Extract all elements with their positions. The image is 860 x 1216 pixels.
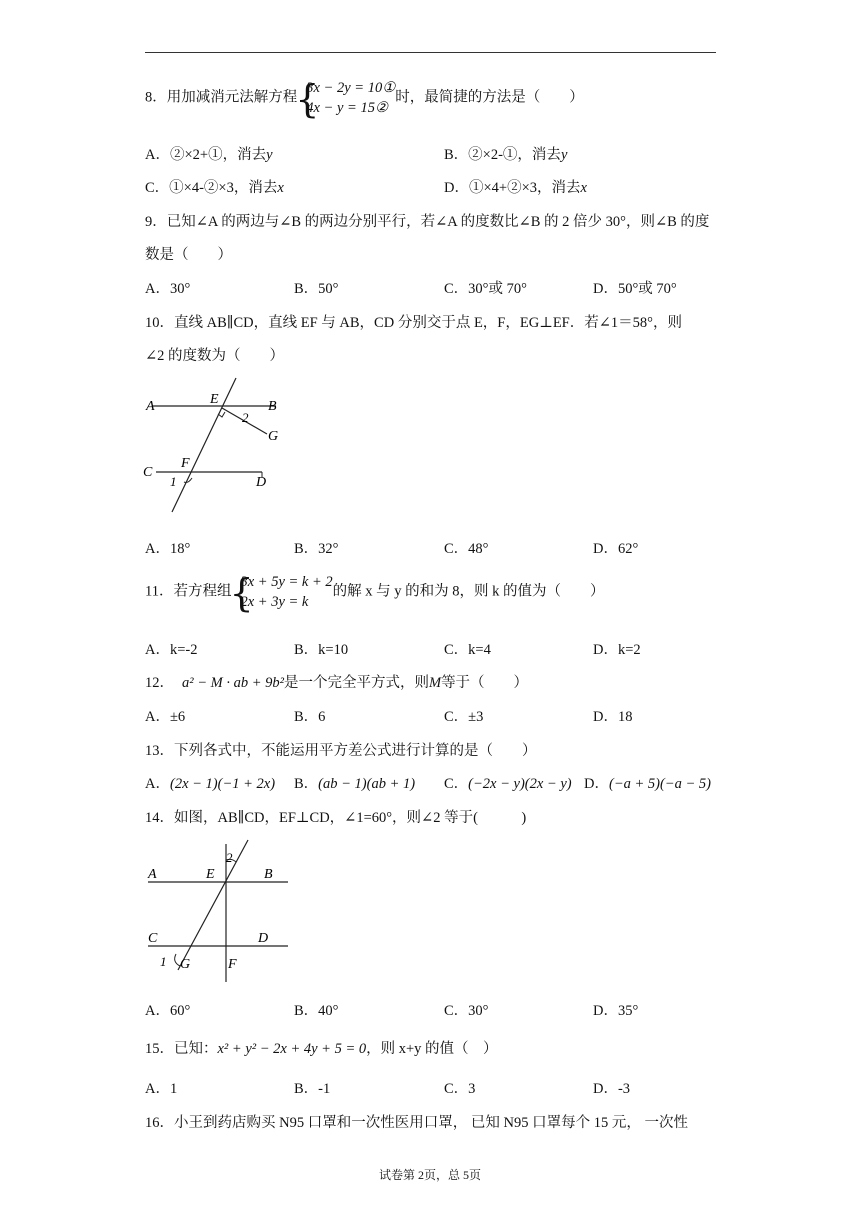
q11-stem-before: 11．若方程组 xyxy=(145,583,232,600)
q14-label-c: C xyxy=(148,931,158,946)
q10-option-b: B．32° xyxy=(294,541,339,557)
question-14-stem: 14．如图，AB∥CD，EF⊥CD，∠1=60°，则∠2 等于( ) xyxy=(145,810,527,826)
question-16-stem: 16．小王到药店购买 N95 口罩和一次性医用口罩， 已知 N95 口罩每个 15 元， 一次性 xyxy=(145,1115,688,1131)
question-10-line2: ∠2 的度数为（ ） xyxy=(145,348,285,364)
q9-option-c: C．30°或 70° xyxy=(444,281,527,297)
q8-option-d: D．①×4+②×3，消去x xyxy=(444,180,587,196)
q14-label-d: D xyxy=(258,931,269,946)
q14-label-a: A xyxy=(148,867,157,882)
q11-option-d: D．k=2 xyxy=(593,642,641,658)
q8-eq1: { 3x − 2y = 10① xyxy=(306,80,396,96)
q14-label-1: 1 xyxy=(160,954,167,969)
q10-option-a: A．18° xyxy=(145,541,191,557)
q9-option-b: B．50° xyxy=(294,281,339,297)
q14-label-e: E xyxy=(206,867,215,882)
q10-label-a: A xyxy=(146,399,155,414)
q12-option-a: A．±6 xyxy=(145,709,186,725)
q15-option-a: A．1 xyxy=(145,1081,178,1097)
q13-option-b: B．(ab − 1)(ab + 1) xyxy=(294,776,416,792)
question-13-stem: 13．下列各式中，不能运用平方差公式进行计算的是（ ） xyxy=(145,743,537,759)
q10-label-b: B xyxy=(268,399,277,414)
q10-option-c: C．48° xyxy=(444,541,489,557)
q8-option-a: A．②×2+①，消去y xyxy=(145,147,273,163)
q10-label-2: 2 xyxy=(242,410,249,425)
page-footer: 试卷第 2页，总 5页 xyxy=(378,1168,481,1182)
q12-option-d: D．18 xyxy=(593,709,633,725)
q11-equation-system xyxy=(231,572,332,612)
q8-stem-before: 8．用加减消元法解方程 xyxy=(145,89,298,106)
q8-option-c: C．①×4-②×3，消去x xyxy=(145,180,284,196)
q15-expression: x² + y² − 2x + 4y + 5 = 0 xyxy=(217,1041,367,1057)
question-11-stem xyxy=(145,572,605,612)
question-10-line1: 10．直线 AB∥CD，直线 EF 与 AB，CD 分别交于点 E，F，EG⊥EF．若∠1＝58°，则 xyxy=(145,315,682,331)
q15-option-c: C．3 xyxy=(444,1081,476,1097)
question-15-stem: 15．已知：x² + y² − 2x + 4y + 5 = 0，则 x+y 的值（ ） xyxy=(145,1041,498,1057)
q14-option-a: A．60° xyxy=(145,1003,191,1019)
q11-eq2: 2x + 3y = k xyxy=(240,594,309,610)
q14-label-b: B xyxy=(264,867,273,882)
q13-option-a: A．(2x − 1)(−1 + 2x) xyxy=(145,776,276,792)
q10-label-d: D xyxy=(256,475,267,490)
q14-option-d: D．35° xyxy=(593,1003,639,1019)
q15-option-b: B．-1 xyxy=(294,1081,331,1097)
q12-option-c: C．±3 xyxy=(444,709,484,725)
q14-label-g: G xyxy=(180,957,191,972)
q14-option-b: B．40° xyxy=(294,1003,339,1019)
q9-option-d: D．50°或 70° xyxy=(593,281,677,297)
q10-label-e: E xyxy=(210,392,219,407)
q8-option-b: B．②×2-①，消去y xyxy=(444,147,568,163)
q14-label-2: 2 xyxy=(226,850,233,865)
question-8-stem xyxy=(145,78,584,118)
q14-option-c: C．30° xyxy=(444,1003,489,1019)
q11-option-c: C．k=4 xyxy=(444,642,491,658)
question-12-stem: 12． a² − M · ab + 9b²是一个完全平方式，则M等于（ ） xyxy=(145,675,529,691)
q8-stem-after: 时，最简捷的方法是（ ） xyxy=(395,89,584,106)
q14-label-f: F xyxy=(228,957,237,972)
q8-eq2: 4x − y = 15② xyxy=(306,100,388,116)
question-9-line1: 9．已知∠A 的两边与∠B 的两边分别平行，若∠A 的度数比∠B 的 2 倍少 30°，则∠B 的度 xyxy=(145,214,710,230)
q13-option-d: D．(−a + 5)(−a − 5) xyxy=(584,776,711,792)
q9-option-a: A．30° xyxy=(145,281,191,297)
q11-option-a: A．k=-2 xyxy=(145,642,198,658)
q11-stem-after: 的解 x 与 y 的和为 8，则 k 的值为（ ） xyxy=(332,583,605,600)
q8-equation-system xyxy=(297,78,395,118)
q10-figure xyxy=(140,372,290,517)
q10-label-f: F xyxy=(181,456,190,471)
q14-transversal xyxy=(178,840,248,970)
q11-option-b: B．k=10 xyxy=(294,642,349,658)
q10-line-ef xyxy=(172,378,236,512)
q12-expression: a² − M · ab + 9b² xyxy=(182,675,284,691)
header-rule xyxy=(145,52,716,53)
q12-option-b: B．6 xyxy=(294,709,326,725)
q10-label-c: C xyxy=(143,465,153,480)
q11-eq1: { 3x + 5y = k + 2 xyxy=(240,574,333,590)
q15-option-d: D．-3 xyxy=(593,1081,631,1097)
q13-option-c: C．(−2x − y)(2x − y) xyxy=(444,776,572,792)
question-9-line2: 数是（ ） xyxy=(145,247,232,263)
q10-option-d: D．62° xyxy=(593,541,639,557)
q10-label-1: 1 xyxy=(170,474,177,489)
q10-label-g: G xyxy=(268,429,279,444)
q14-figure xyxy=(140,836,300,986)
